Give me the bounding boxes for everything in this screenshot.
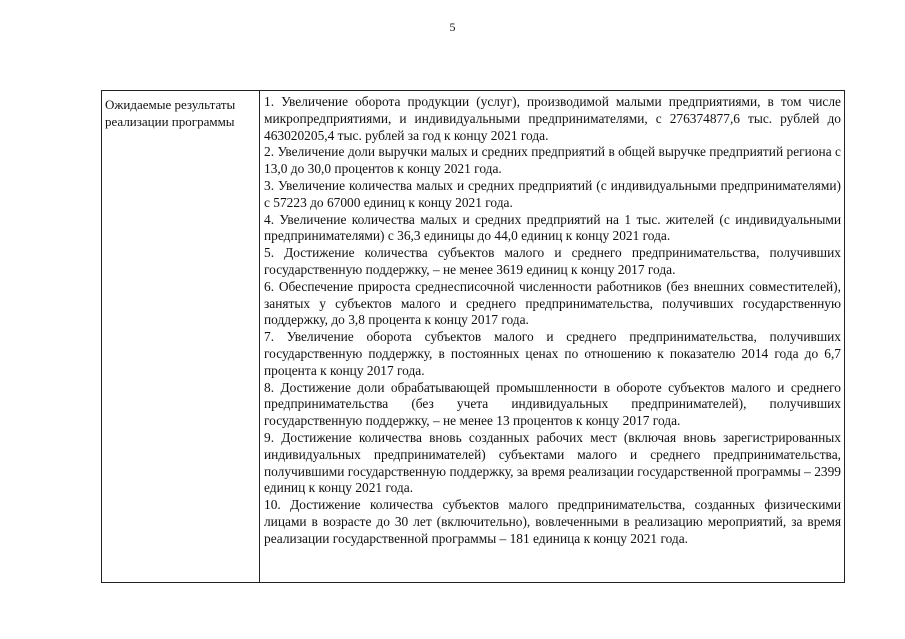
table-label-cell (102, 91, 260, 582)
result-item-6: 6. Обеспечение прироста среднесписочной численности работников (без внешних совместителей), занятых у субъектов малого и среднего предпринимательства, получивших государственную поддержку, до 3,8 процента к концу 2017 года. (264, 278, 841, 328)
result-item-4: 4. Увеличение количества малых и средних предприятий на 1 тыс. жителей (с индивидуальными предпринимателями) с 36,3 единицы до 44,0 единиц к концу 2021 года. (264, 211, 841, 244)
result-item-3: 3. Увеличение количества малых и средних предприятий (с индивидуальными предпринимателями) с 57223 до 67000 единиц к концу 2021 года. (264, 177, 841, 210)
label-line: реализации программы (105, 114, 235, 129)
result-item-1: 1. Увеличение оборота продукции (услуг), производимой малыми предприятиями, в том числе микропредприятиями, и индивидуальными предпринимателями, с 276374877,6 тыс. рублей до 463020205,4 тыс. рублей за год к концу 2021 года. (264, 94, 841, 143)
result-item-9: 9. Достижение количества вновь созданных рабочих мест (включая вновь зарегистрированных индивидуальных предпринимателей) субъектами малого и среднего предпринимательства, получившими государственную поддержку, за время реализации государственной программы – 2399 единиц к концу 2021 года. (264, 429, 841, 496)
result-item-7: 7. Увеличение оборота субъектов малого и среднего предпринимательства, получивших государственную поддержку, в постоянных ценах по отношению к показателю 2014 года до 6,7 процента к концу 2017 года. (264, 329, 841, 378)
label-line: Ожидаемые результаты (105, 97, 236, 112)
program-results-table (101, 90, 845, 583)
page-number: 5 (449, 20, 456, 34)
result-item-8: 8. Достижение доли обрабатывающей промышленности в обороте субъектов малого и среднего предпринимательства (без учета индивидуальных предпринимателей), получивших государственную поддержку, – не менее 13 процентов к концу 2017 года. (264, 379, 841, 429)
result-item-5: 5. Достижение количества субъектов малого и среднего предпринимательства, получивших государственную поддержку, – не менее 3619 единиц к концу 2017 года. (264, 245, 841, 277)
result-item-2: 2. Увеличение доли выручки малых и средних предприятий в общей выручке предприятий региона с 13,0 до 30,0 процентов к концу 2021 года. (264, 144, 841, 177)
table-content-cell (260, 91, 844, 582)
result-item-10: 10. Достижение количества субъектов малого предпринимательства, созданных физическими лицами в возрасте до 30 лет (включительно), вовлеченными в реализацию мероприятий, за время реализации государственной программы – 181 единица к концу 2021 года. (264, 497, 841, 546)
